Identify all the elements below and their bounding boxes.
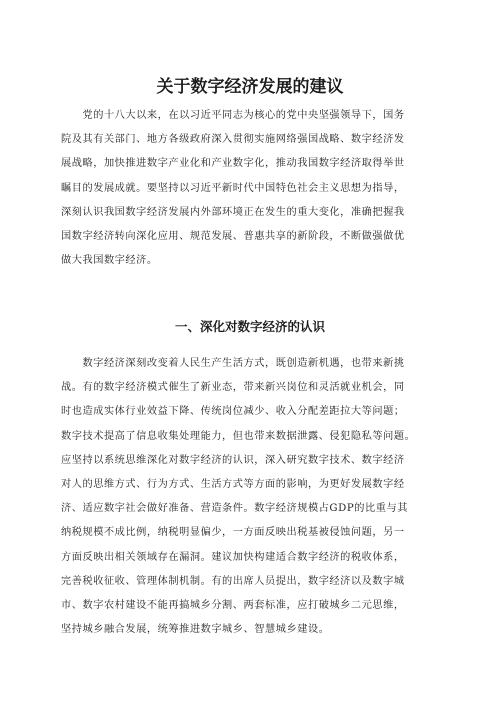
text-line: 展战略，加快推进数字产业化和产业数字化，推动我国数字经济取得举世 — [61, 158, 405, 170]
document-title: 关于数字经济发展的建议 — [156, 77, 344, 97]
text-line: 济、适应数字社会做好准备、营造条件。数字经济规模占GDP的比重与其 — [61, 503, 408, 515]
text-line: 做大我国数字经济。 — [61, 255, 158, 267]
text-line: 方面反映出相关领域存在漏洞。建议加快构建适合数字经济的税收体系， — [61, 551, 405, 563]
text-line: 对人的思维方式、行为方式、生活方式等方面的影响，为更好发展数字经 — [61, 478, 405, 490]
text-line: 市、数字农村建设不能再搞城乡分割、两套标准，应打破城乡二元思维， — [61, 599, 405, 611]
text-line: 数字技术提高了信息收集处理能力，但也带来数据泄露、侵犯隐私等问题。 — [61, 430, 416, 442]
text-line: 党的十八大以来，在以习近平同志为核心的党中央坚强领导下，国务 — [61, 110, 405, 121]
text-line: 瞩目的发展成就。要坚持以习近平新时代中国特色社会主义思想为指导， — [61, 182, 405, 194]
text-line: 院及其有关部门、地方各级政府深入贯彻实施网络强国战略、数字经济发 — [61, 134, 405, 146]
text-line: 战。有的数字经济模式催生了新业态，带来新兴岗位和灵活就业机会，同 — [61, 382, 405, 394]
text-line: 数字经济深刻改变着人民生产生活方式，既创造新机遇，也带来新挑 — [61, 358, 405, 369]
section-heading: 一、深化对数字经济的认识 — [174, 319, 325, 334]
section-paragraph — [61, 352, 441, 642]
text-line: 应坚持以系统思维深化对数字经济的认识，深入研究数字技术、数字经济 — [61, 454, 405, 466]
text-line: 国数字经济转向深化应用、规范发展、普惠共享的新阶段，不断做强做优 — [61, 230, 405, 242]
text-line: 完善税收征收、管理体制机制。有的出席人员提出，数字经济以及数字城 — [61, 575, 405, 587]
text-line: 时也造成实体行业效益下降、传统岗位减少、收入分配差距拉大等问题； — [61, 406, 405, 418]
text-line: 深刻认识我国数字经济发展内外部环境正在发生的重大变化，准确把握我 — [61, 206, 405, 218]
text-line: 坚持城乡融合发展，统筹推进数字城乡、智慧城乡建设。 — [61, 624, 330, 636]
intro-paragraph — [61, 104, 441, 273]
text-line: 纳税规模不成比例，纳税明显偏少，一方面反映出税基被侵蚀问题，另一 — [61, 527, 405, 539]
